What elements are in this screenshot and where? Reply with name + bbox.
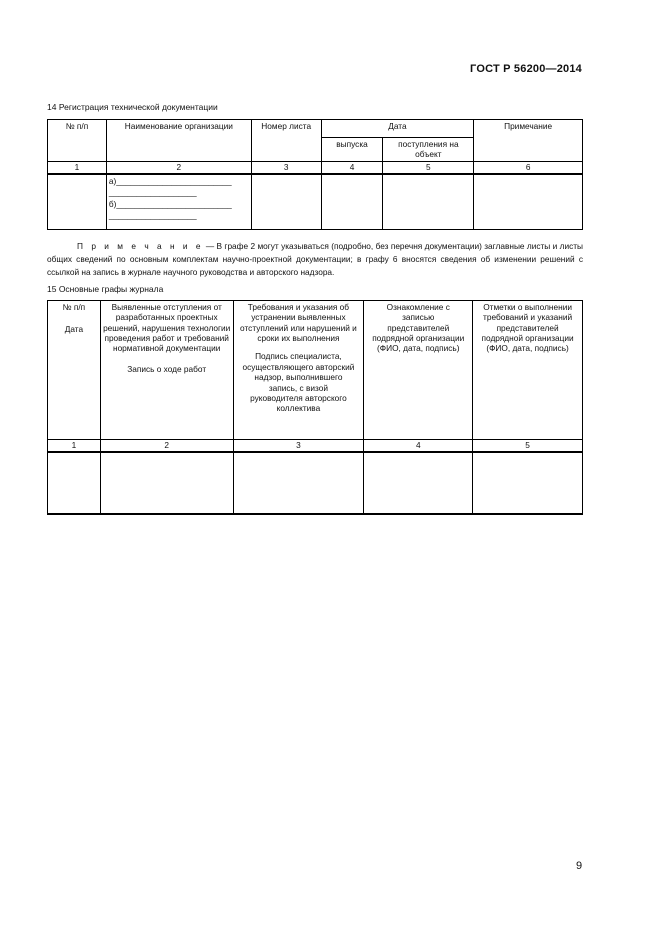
fill-line: а)_________________________ [108,175,232,186]
col2-header [100,301,233,440]
col-num-header: № п/п [48,120,107,162]
col-number: 1 [48,161,107,174]
cell-empty [48,452,101,514]
col-org-header: Наименование организации [106,120,251,162]
col3-subtitle: Подпись специалиста, осуществляющего авторский надзор, выполнившего запись, с визой руководителя авторского коллектива [242,351,355,414]
col-number: 4 [321,161,383,174]
cell-empty [100,452,233,514]
document-header: ГОСТ Р 56200—2014 [470,63,582,75]
col-number: 5 [473,440,583,453]
col-number: 5 [383,161,474,174]
cell-empty [474,174,583,230]
col4-header: Ознакомление с записью представителей подрядной организации (ФИО, дата, подпись) [364,301,473,440]
tech-docs-registration-table [47,119,583,230]
col-number: 4 [364,440,473,453]
col-number: 2 [100,440,233,453]
org-fill-lines [106,174,251,230]
col-number: 3 [233,440,364,453]
cell-empty [233,452,364,514]
cell-empty [364,452,473,514]
col1-header [48,301,101,440]
col-number: 1 [48,440,101,453]
col-note-header: Примечание [474,120,583,162]
section-14-title: 14 Регистрация технической документации [47,102,218,112]
cell-empty [321,174,383,230]
col-number: 3 [251,161,321,174]
col-sheet-header: Номер листа [251,120,321,162]
col2-title: Выявленные отступления от разработанных проектных решений, нарушения технологии проведения работ и требований нормативной документации [103,302,231,354]
col3-header [233,301,364,440]
fill-line: ___________________ [108,210,197,221]
col3-title: Требования и указания об устранении выявленных отступлений или нарушений и сроки их выполнения [240,302,357,344]
col-date-issue-header: выпуска [321,138,383,162]
col-number: 2 [106,161,251,174]
fill-line: ___________________ [108,187,197,198]
cell-empty [473,452,583,514]
table-row [48,174,583,230]
col1-title: № п/п [62,302,86,312]
col-number: 6 [474,161,583,174]
col-date-arrival-header: поступления на объект [383,138,474,162]
note-label: П р и м е ч а н и е [77,241,204,251]
cell-empty [383,174,474,230]
page-number: 9 [576,860,583,872]
cell-empty [48,174,107,230]
journal-columns-table [47,300,583,515]
cell-empty [251,174,321,230]
col5-header: Отметки о выполнении требований и указаний представителей подрядной организации (ФИО, дата, подпись) [473,301,583,440]
fill-line: б)_________________________ [108,198,232,209]
note-text: — В графе 2 могут указываться (подробно, без перечня документации) заглавные листы и листы общих сведений по основным комплектам научно-проектной документации; в графу 6 вносятся сведения об изменении решений с ссылкой на запись в журнале научного руководства и авторского надзора. [47,241,584,277]
col2-subtitle: Запись о ходе работ [127,363,207,374]
section-15-title: 15 Основные графы журнала [47,284,164,294]
note-paragraph [47,240,583,279]
table-row [48,452,583,514]
col1-subtitle: Дата [64,324,84,335]
col-date-header: Дата [321,120,474,138]
